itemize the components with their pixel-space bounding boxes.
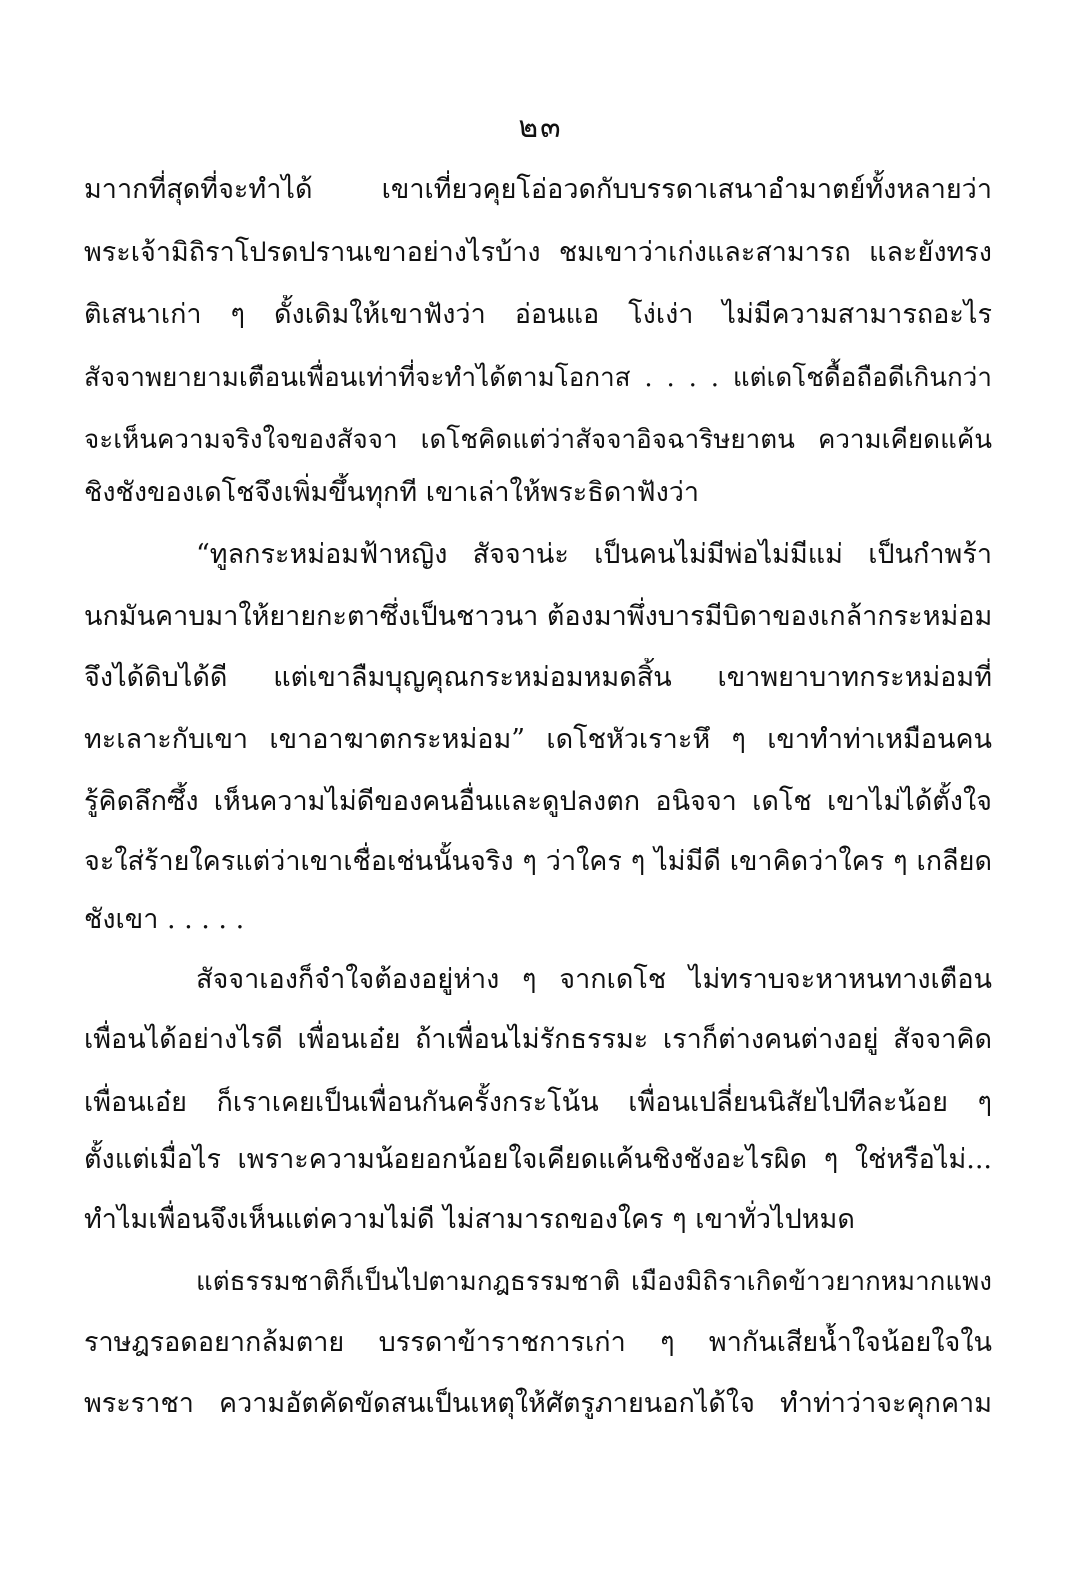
text-line: พระเจ้ามิถิราโปรดปรานเขาอย่างไรบ้าง ชมเขาว่าเก่งและสามารถ และยังทรง <box>84 237 992 268</box>
text-line: สัจจาเองก็จำใจต้องอยู่ห่าง ๆ จากเดโช ไม่ทราบจะหาหนทางเตือน <box>196 964 992 995</box>
text-line: ราษฎรอดอยากล้มตาย บรรดาข้าราชการเก่า ๆ พากันเสียน้ำใจน้อยใจใน <box>84 1327 992 1358</box>
text-line: ตั้งแต่เมื่อไร เพราะความน้อยอกน้อยใจเคียดแค้นชิงชังอะไรผิด ๆ ใช่หรือไม่... <box>84 1144 992 1175</box>
text-line: ชิงชังของเดโชจึงเพิ่มขึ้นทุกที เขาเล่าให้พระธิดาฟังว่า <box>84 477 700 508</box>
text-line: เพื่อนได้อย่างไรดี เพื่อนเอ๋ย ถ้าเพื่อนไม่รักธรรมะ เราก็ต่างคนต่างอยู่ สัจจาคิด <box>84 1024 992 1055</box>
text-line: แต่ธรรมชาติก็เป็นไปตามกฎธรรมชาติ เมืองมิถิราเกิดข้าวยากหมากแพง <box>196 1267 992 1297</box>
text-line: จะเห็นความจริงใจของสัจจา เดโชคิดแต่ว่าสัจจาอิจฉาริษยาตน ความเคียดแค้น <box>84 425 992 455</box>
text-line: ติเสนาเก่า ๆ ดั้งเดิมให้เขาฟังว่า อ่อนแอ โง่เง่า ไม่มีความสามารถอะไร <box>84 299 992 330</box>
text-line: พระราชา ความอัตคัดขัดสนเป็นเหตุให้ศัตรูภายนอกได้ใจ ทำท่าว่าจะคุกคาม <box>84 1388 992 1419</box>
text-line: ทะเลาะกับเขา เขาอาฆาตกระหม่อม” เดโชหัวเราะหึ ๆ เขาทำท่าเหมือนคน <box>84 724 992 755</box>
text-line: เพื่อนเอ๋ย ก็เราเคยเป็นเพื่อนกันครั้งกระโน้น เพื่อนเปลี่ยนนิสัยไปทีละน้อย ๆ <box>84 1087 992 1118</box>
text-line: นกมันคาบมาให้ยายกะตาซึ่งเป็นชาวนา ต้องมาพึ่งบารมีบิดาของเกล้ากระหม่อม <box>84 601 992 632</box>
text-line: ทำไมเพื่อนจึงเห็นแต่ความไม่ดี ไม่สามารถของใคร ๆ เขาทั่วไปหมด <box>84 1204 855 1235</box>
text-line: สัจจาพยายามเตือนเพื่อนเท่าที่จะทำได้ตามโอกาส . . . . แต่เดโชดื้อถือดีเกินกว่า <box>84 363 992 393</box>
text-line: “ทูลกระหม่อมฟ้าหญิง สัจจาน่ะ เป็นคนไม่มีพ่อไม่มีแม่ เป็นกำพร้า <box>196 539 992 570</box>
text-line: จะใส่ร้ายใครแต่ว่าเขาเชื่อเช่นนั้นจริง ๆ ว่าใคร ๆ ไม่มีดี เขาคิดว่าใคร ๆ เกลียด <box>84 846 992 877</box>
page-number: ๒๓ <box>518 110 563 145</box>
text-line: ชังเขา . . . . . <box>84 904 245 935</box>
text-line: มาากที่สุดที่จะทำได้ เขาเที่ยวคุยโอ่อวดกับบรรดาเสนาอำมาตย์ทั้งหลายว่า <box>84 174 992 205</box>
text-line: จึงได้ดิบได้ดี แต่เขาลืมบุญคุณกระหม่อมหมดสิ้น เขาพยาบาทกระหม่อมที่ <box>84 662 992 693</box>
text-line: รู้คิดลึกซึ้ง เห็นความไม่ดีของคนอื่นและดูปลงตก อนิจจา เดโช เขาไม่ได้ตั้งใจ <box>84 786 992 817</box>
